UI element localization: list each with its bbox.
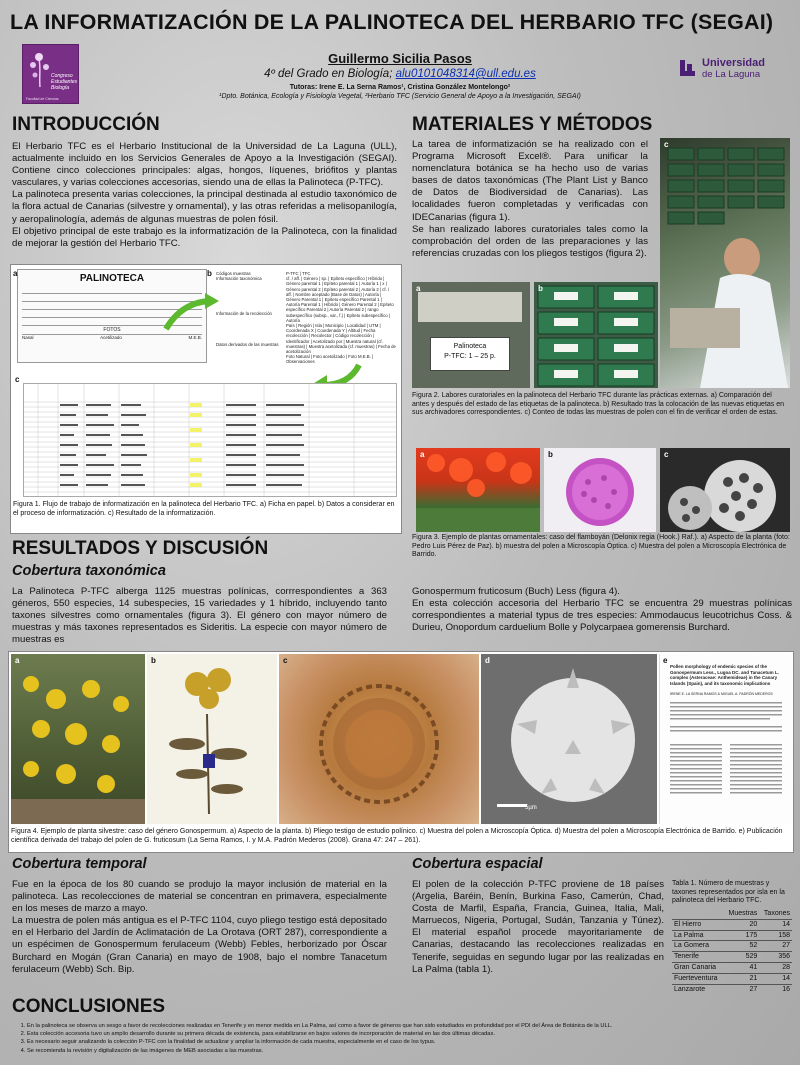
table-cell: 529 bbox=[724, 952, 760, 963]
fig1-tag-b: b bbox=[207, 269, 212, 278]
paper-title: Pollen morphology of endemic species of the Gonospermum Less., Lugoa DC. and Tanacetum L. complex (Asteraceae: Anthemideae) in the Canary Islands (Spain), and its taxonomic implications bbox=[670, 664, 779, 686]
label-text-line: Palinoteca bbox=[453, 343, 487, 350]
field-values: cf. / aff. | Género | sp. | Epíteto específico | Híbrido | Género parental 1 | Epíteto parental 1 | Autoría 1 | x | Género parental 2 | Epíteto parental 2 | Autoría 2 | cf. / aff. | Nombre aceptado (Base de Datos) | Autoría | Género Parental 1 | Epíteto específico Parental 1 | Autoría Parental 1 | Híbrido | Género Parental 2 | Epíteto específico Parental 2 | Autoría Parental 2 | rango subespecífico (subsp., var., f.) | Epíteto subespecífico | Autoría bbox=[286, 276, 394, 323]
table-row bbox=[672, 984, 792, 994]
photo-pollen-optical-img bbox=[544, 448, 656, 532]
photo-drawers bbox=[660, 138, 790, 388]
intro-paragraph: El Herbario TFC es el Herbario Institucional de la Universidad de La Laguna (ULL), actualmente incluido en los Servicios Generales de Apoyo a la Investigación (SEGAI). Contiene cinco colecciones principales: algas, hongos, líquenes, briófitos y plantas vasculares, y varias colecciones accesorias, siendo una de ellas la Palinoteca (P-TFC). bbox=[12, 141, 397, 189]
photo-plant-flowers bbox=[11, 654, 145, 824]
temporal-paragraph: La muestra de polen más antigua es el P-TFC 1104, cuyo pliego testigo está depositado en el Herbario del Jardín de Aclimatación de La Orotava (ORT 287), correspondiente a un espécimen de Gonospermum ferulaceum (Webb) Febles, herborizado por Óscar Burchard en Mogán (Gran Canaria) en mayo de 1908, bajo el nombre Tanacetum ferulaceum (Webb) Sch. Bip. bbox=[12, 915, 387, 975]
fig3-tag-a: a bbox=[420, 450, 425, 459]
field-values: P-TFC | TFC bbox=[286, 271, 311, 276]
photo-labels-comparison bbox=[412, 282, 530, 388]
card-column: Nasal bbox=[22, 335, 34, 341]
methods-heading: MATERIALES Y MÉTODOS bbox=[412, 114, 653, 135]
table-header: Taxones bbox=[763, 910, 790, 917]
methods-paragraph: La tarea de informatización se ha realizado con el Programa Microsoft Excel®. Para unificar la nomenclatura botánica se ha hecho uso de varias bases de datos taxonómicas (The Plant List y Banco de Datos de Biodiversidad de Canarias). Las localidades fueron completadas y verificadas con IDECanarias (figura 1). bbox=[412, 139, 648, 223]
conclusions-heading: CONCLUSIONES bbox=[12, 996, 166, 1017]
intro-text bbox=[12, 141, 397, 250]
fig2-tag-a: a bbox=[416, 284, 421, 293]
results-heading: RESULTADOS Y DISCUSIÓN bbox=[12, 538, 269, 559]
fig2-tag-b: b bbox=[538, 284, 543, 293]
temporal-paragraph: Fue en la época de los 80 cuando se produjo la mayor inclusión de material en la palinoteca. Las recolecciones de material se concentran en primavera, especialmente en los meses de marzo a mayo. bbox=[12, 879, 387, 915]
photo-flamboyan-flowers bbox=[416, 448, 540, 532]
table-cell: Tenerife bbox=[672, 952, 724, 963]
field-label: Datos derivados de las muestras bbox=[216, 341, 279, 347]
table-cell: 16 bbox=[759, 984, 792, 994]
table-row bbox=[672, 930, 792, 941]
photo-counting-samples bbox=[660, 138, 790, 388]
table-caption: Tabla 1. Número de muestras y taxones representados por isla en la palinoteca del Herbario TFC. bbox=[672, 880, 785, 905]
field-label: Información taxonómica bbox=[216, 276, 262, 282]
photo-flamboyan bbox=[416, 448, 540, 532]
fig4-tag-a: a bbox=[15, 656, 20, 665]
table-cell: 41 bbox=[724, 962, 760, 973]
table-cell: La Gomera bbox=[672, 941, 724, 952]
fig4-tag-d: d bbox=[485, 656, 490, 665]
green-arrow-icon bbox=[161, 293, 221, 333]
photo-herbarium-sheet bbox=[147, 654, 277, 824]
email-link[interactable]: alu0101048314@ull.edu.es bbox=[395, 68, 536, 80]
photo-pollen-optical-4-img bbox=[279, 654, 479, 824]
figure-4 bbox=[8, 651, 794, 853]
figure-3 bbox=[412, 446, 792, 566]
table-row bbox=[672, 919, 792, 930]
table-cell: 14 bbox=[759, 973, 792, 984]
photo-gonospermum-plant bbox=[11, 654, 145, 824]
ull-shield-icon bbox=[678, 57, 698, 79]
table-row bbox=[672, 941, 792, 952]
table-cell: 158 bbox=[759, 930, 792, 941]
figure-1 bbox=[10, 264, 402, 534]
photo-drawer-grid bbox=[534, 282, 658, 388]
spatial-heading: Cobertura espacial bbox=[412, 856, 543, 872]
methods-paragraph: Se han realizado labores curatoriales tales como la comprobación del orden de las preparaciones y las referencias cruzadas con los pliegos testigos (figura 2). bbox=[412, 223, 648, 259]
intro-paragraph: El objetivo principal de este trabajo es la informatización de la Palinoteca, con la finalidad de mejorar la gestión del Herbario TFC. bbox=[12, 225, 397, 249]
photo-pollen-sem-4-img bbox=[481, 654, 657, 824]
photo-pollen-sem-img bbox=[660, 448, 790, 532]
conclusions-list bbox=[12, 1022, 792, 1055]
conclusion-item: 2. Esta colección accesoria tuvo un amplio desarrollo durante su primera década de existencia, para estabilizarse en bajos valores de incorporación de material en las dos últimas décadas. bbox=[27, 1030, 792, 1038]
ull-logo-line1: Universidad bbox=[702, 57, 765, 69]
table-cell: 175 bbox=[724, 930, 760, 941]
photo-pollen-sem-4 bbox=[481, 654, 657, 824]
results-paragraph: Gonospermum fruticosum (Buch) Less (figura 4). bbox=[412, 586, 620, 597]
spreadsheet-grid bbox=[24, 384, 396, 496]
table-cell: 28 bbox=[759, 962, 792, 973]
field-values: País | Región | Isla | Municipio | Localidad | UTM | Coordenada X | Coordenada Y | Altitud | Fecha recolección | Recolector | Código recolección | Identificador | Acetolizado por | Muestra natural (cf. muestras) | Muestra acetolizada (cf. muestras) | Fecha de acetolización bbox=[286, 323, 396, 355]
fig4-caption: Figura 4. Ejemplo de planta silvestre: caso del género Gonospermum. a) Aspecto de la planta. b) Pliego testigo de estudio polínico. c) Muestra del polen a Microscopía Óptica. d) Muestra del polen a Microscopía Electrónica de Barrido. e) Publicación científica derivada del trabajo del polen de G. fruticosum (La Serna Ramos, I. y M.A. Padrón Mederos (2008). Grana 47: 247 – 261). bbox=[11, 828, 783, 844]
fig3-tag-c: c bbox=[664, 450, 669, 459]
photo-pollen-optical bbox=[544, 448, 656, 532]
table-row bbox=[672, 952, 792, 963]
card-fotos: FOTOS bbox=[103, 327, 121, 333]
fig3-tag-b: b bbox=[548, 450, 553, 459]
conclusion-item: 3. Es necesario seguir analizando la colección P-TFC con la finalidad de actualizar y ampliar la información de cada muestra, especialmente en el caso de los typus. bbox=[27, 1038, 792, 1046]
table-cell: 21 bbox=[724, 973, 760, 984]
table-cell: 27 bbox=[724, 984, 760, 994]
card-column: M.E.B. bbox=[188, 335, 202, 341]
scale-bar-label: 5µm bbox=[525, 805, 537, 811]
fig2-tag-c: c bbox=[664, 140, 669, 149]
table-cell: 356 bbox=[759, 952, 792, 963]
temporal-text bbox=[12, 879, 387, 976]
field-label: Códigos muestras bbox=[216, 271, 251, 276]
conclusion-item: 4. Se recomienda la revisión y digitalización de las imágenes de MEB asociadas a las muestras. bbox=[27, 1047, 792, 1055]
table-cell: Fuerteventura bbox=[672, 973, 724, 984]
spreadsheet bbox=[23, 383, 397, 497]
logo-text-line: Biología bbox=[51, 85, 70, 91]
table-cell: 20 bbox=[724, 919, 760, 930]
temporal-heading: Cobertura temporal bbox=[12, 856, 147, 872]
table-cell: Lanzarote bbox=[672, 984, 724, 994]
islands-table bbox=[672, 909, 792, 994]
photo-publication bbox=[659, 654, 792, 824]
photo-drawers-labeled bbox=[534, 282, 658, 388]
fig4-tag-b: b bbox=[151, 656, 156, 665]
card-column: Acetilizado bbox=[100, 335, 122, 341]
tutors-line: Tutoras: Irene E. La Serna Ramos¹, Cristina González Montelongo² bbox=[289, 84, 511, 91]
label-text-line: P-TFC: 1 – 25 p. bbox=[444, 353, 496, 360]
results-paragraph: En esta colección accesoria del Herbario TFC se encuentra 29 muestras polínicas correspondientes a material typus de tres especies: Ammodaucus leucotrichus Coss. & Durieu, Onopordum carduelium Bolle y Polycarpaea gomerensis Burchard. bbox=[412, 598, 792, 634]
field-values: Foto Natural | Foto acetolizado | Foto M.E.B. | Observaciones bbox=[286, 354, 374, 365]
fig1-tag-c: c bbox=[15, 375, 20, 384]
poster-title: LA INFORMATIZACIÓN DE LA PALINOTECA DEL HERBARIO TFC (SEGAI) bbox=[10, 10, 774, 34]
fig4-tag-c: c bbox=[283, 656, 288, 665]
results-col2 bbox=[412, 586, 792, 634]
photo-pollen-sem bbox=[660, 448, 790, 532]
table-cell: 14 bbox=[759, 919, 792, 930]
ull-logo bbox=[678, 57, 788, 81]
photo-sheet-plant bbox=[147, 654, 277, 824]
table-row bbox=[672, 962, 792, 973]
table-cell: El Hierro bbox=[672, 919, 724, 930]
results-col1: La Palinoteca P-TFC alberga 1125 muestras polínicas, corrrespondientes a 363 géneros, 550 especies, 14 subespecies, 15 variedades y 1 híbrido, incluyendo tanto taxones silvestres como ornamentales (figura 3). El género con mayor número de muestras y más taxones representados es Sideritis. La especie con mayor número de muestras es bbox=[12, 586, 387, 646]
fig2-caption: Figura 2. Labores curatoriales en la palinoteca del Herbario TFC durante las prácticas externas. a) Comparación del antes y después del estado de las etiquetas de la palinoteca. b) Resultado tras la colocación de las nuevas etiquetas en sus archivadores correspondientes. c) Conteo de todas las muestras de polen con el fin de verificar el orden de estas. bbox=[412, 392, 785, 417]
logo-subtext: Facultad de Ciencias bbox=[26, 97, 59, 101]
affiliations-line: ¹Dpto. Botánica, Ecología y Fisiología Vegetal, ²Herbario TFC (Servicio General de Apoyo a la Investigación, SEGAI) bbox=[219, 93, 581, 100]
fig4-tag-e: e bbox=[663, 656, 668, 665]
figure-2 bbox=[410, 134, 792, 434]
fields-labels bbox=[216, 271, 284, 347]
table-cell: La Palma bbox=[672, 930, 724, 941]
logo-text-line: Estudiantes bbox=[51, 79, 78, 85]
table-header: Muestras bbox=[728, 910, 758, 917]
photo-pollen-optical-4 bbox=[279, 654, 479, 824]
table-cell: 27 bbox=[759, 941, 792, 952]
card-title: PALINOTECA bbox=[79, 273, 145, 284]
table-cell: Gran Canaria bbox=[672, 962, 724, 973]
intro-paragraph: La palinoteca presenta varias colecciones, la principal destinada al estudio taxonómico de la flora actual de Canarias (silvestre y ornamental), y las otras referidas a melisopanilogía, y aeropalinología, además de algunas muestras de polen fósil. bbox=[12, 189, 397, 225]
spatial-text: El polen de la colección P-TFC proviene de 18 países (Argelia, Baréin, Benín, Burkina Faso, Camerún, Chad, Costa de Marfil, España, Francia, Guinea, Italia, Mali, Marruecos, Nigeria, Portugal, Sudán, Tanzania y Túnez). El material español procede mayoritariamente de Canarias, destacando las recolecciones realizadas en Tenerife, seguidas en segundo lugar por las realizadas en La Palma (tabla 1). bbox=[412, 879, 664, 975]
fig3-caption: Figura 3. Ejemplo de plantas ornamentales: caso del flamboyán (Delonix regia (Hook.) Raf.). a) Aspecto de la planta (foto: Pedro Luis Pérez de Paz). b) muestra del polen a Microscopía Óptica. c) Muestra del polen a Microscopía Electrónica de Barrido. bbox=[412, 534, 790, 559]
grade-text: 4º del Grado en Biología; bbox=[264, 68, 393, 80]
table-cell: 52 bbox=[724, 941, 760, 952]
results-sub-taxonomica: Cobertura taxonómica bbox=[12, 563, 166, 579]
field-label: Información de la recolección bbox=[216, 311, 272, 317]
fields-values bbox=[286, 271, 396, 365]
conclusion-item: 1. En la palinoteca se observa un sesgo a favor de recolecciones realizadas en Tenerife y en menor medida en La Palma, así como a favor de géneros que han sido estudiados en profundidad por el PDI del Área de Botánica de la ULL. bbox=[27, 1022, 792, 1030]
paper-authors: IRENE E. LA SERNA RAMOS & MIGUEL A. PADRÓN MEDEROS bbox=[670, 692, 773, 696]
table-row bbox=[672, 973, 792, 984]
logo-text-line: Congreso bbox=[51, 73, 73, 79]
fig1-tag-a: a bbox=[13, 269, 18, 278]
fig1-caption: Figura 1. Flujo de trabajo de informatización en la palinoteca del Herbario TFC. a) Ficha en papel. b) Datos a considerar en el proceso de informatización. c) Resultado de la informatización. bbox=[13, 501, 395, 517]
intro-heading: INTRODUCCIÓN bbox=[12, 114, 160, 135]
ull-logo-line2: de La Laguna bbox=[702, 69, 761, 80]
author-name: Guillermo Sicilia Pasos bbox=[328, 51, 472, 66]
